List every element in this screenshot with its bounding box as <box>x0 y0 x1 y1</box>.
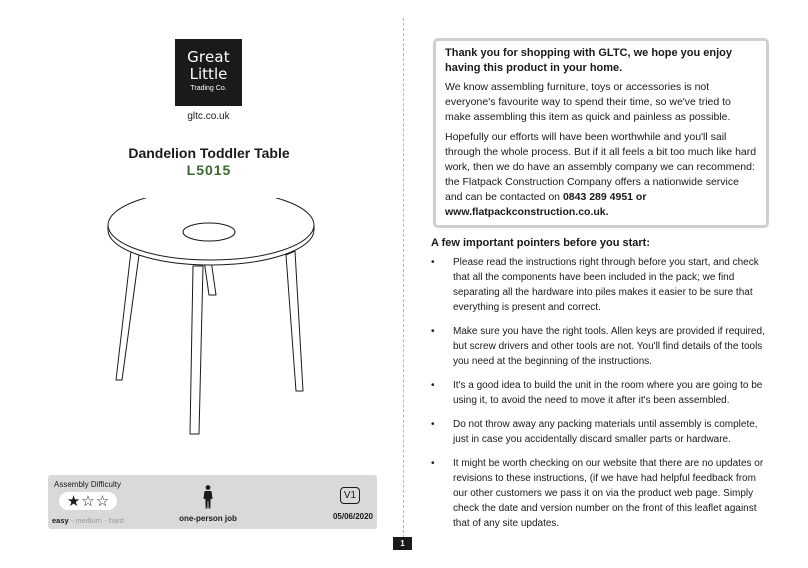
difficulty-label: Assembly Difficulty <box>54 480 121 489</box>
list-item: • Make sure you have the right tools. Allen keys are provided if required, but screw drivers and other tools are not. You'll find details of the tools you need at the beginning of the instructions. <box>431 324 771 369</box>
list-item: • It's a good idea to build the unit in the room where you are going to be using it, to avoid the need to move it after it's been assembled. <box>431 378 771 408</box>
page-number: 1 <box>393 537 412 550</box>
pointers-list <box>431 255 771 540</box>
difficulty-level-easy: easy <box>52 516 69 525</box>
thank-you-para-2 <box>445 130 757 220</box>
logo-line-3: Trading Co. <box>190 85 227 92</box>
product-code: L5015 <box>186 162 232 178</box>
level-separator: - <box>102 516 109 525</box>
info-bar <box>48 475 377 529</box>
product-name: Dandelion Toddler Table <box>128 145 290 161</box>
brand-logo <box>175 39 242 106</box>
thank-you-heading: Thank you for shopping with GLTC, we hope you enjoy having this product in your home. <box>445 47 733 74</box>
difficulty-level-hard: hard <box>108 516 124 525</box>
version-date: 05/06/2020 <box>332 512 373 521</box>
pointers-heading: A few important pointers before you start: <box>431 237 651 249</box>
thank-you-para-1: We know assembling furniture, toys or accessories is not everyone's favourite way to spend their time, so we've tried to make assembling this item as quick and painless as possible. <box>445 81 731 123</box>
one-person-label: one-person job <box>179 514 237 523</box>
star-empty-icon: ☆ <box>81 492 95 510</box>
logo-line-1: Great <box>187 48 230 66</box>
list-item: • Please read the instructions right through before you start, and check that all the components have been included in the pack; we find separating all the hardware into piles makes it easier to be sure that everything is present and correct. <box>431 255 771 315</box>
star-empty-icon: ☆ <box>95 492 110 510</box>
difficulty-levels <box>52 516 124 525</box>
table-illustration <box>100 198 330 438</box>
contact-details: 0843 289 4951 or www.flatpackconstruction.co.uk. <box>445 191 647 218</box>
thank-you-para-2-text: Hopefully our efforts will have been worthwhile and you'll sail through the whole process. But if it all feels a bit too much like hard work, then we do have an assembly company we can recommend: the Flatpack Construction Company offers a nationwide service and can be contacted on <box>445 131 757 203</box>
list-item: • It might be worth checking on our website that there are no updates or revisions to these instructions, (if we have had helpful feedback from our other customers we pass it on via the product web page. Simply check the date and version number on the front of this leaflet against that of any site updates. <box>431 456 771 531</box>
list-item: • Do not throw away any packing materials until assembly is complete, just in case you accidentally discard smaller parts or hardware. <box>431 417 771 447</box>
level-separator: - <box>68 516 76 525</box>
page-divider <box>403 18 404 538</box>
star-filled-icon: ★ <box>66 492 81 510</box>
thank-you-box <box>433 38 769 228</box>
logo-line-2: Little <box>189 65 228 83</box>
version-badge: V1 <box>340 487 360 504</box>
difficulty-stars <box>59 492 117 510</box>
difficulty-level-medium: medium <box>75 516 103 525</box>
website-url: gltc.co.uk <box>187 111 230 122</box>
person-icon <box>202 485 214 509</box>
